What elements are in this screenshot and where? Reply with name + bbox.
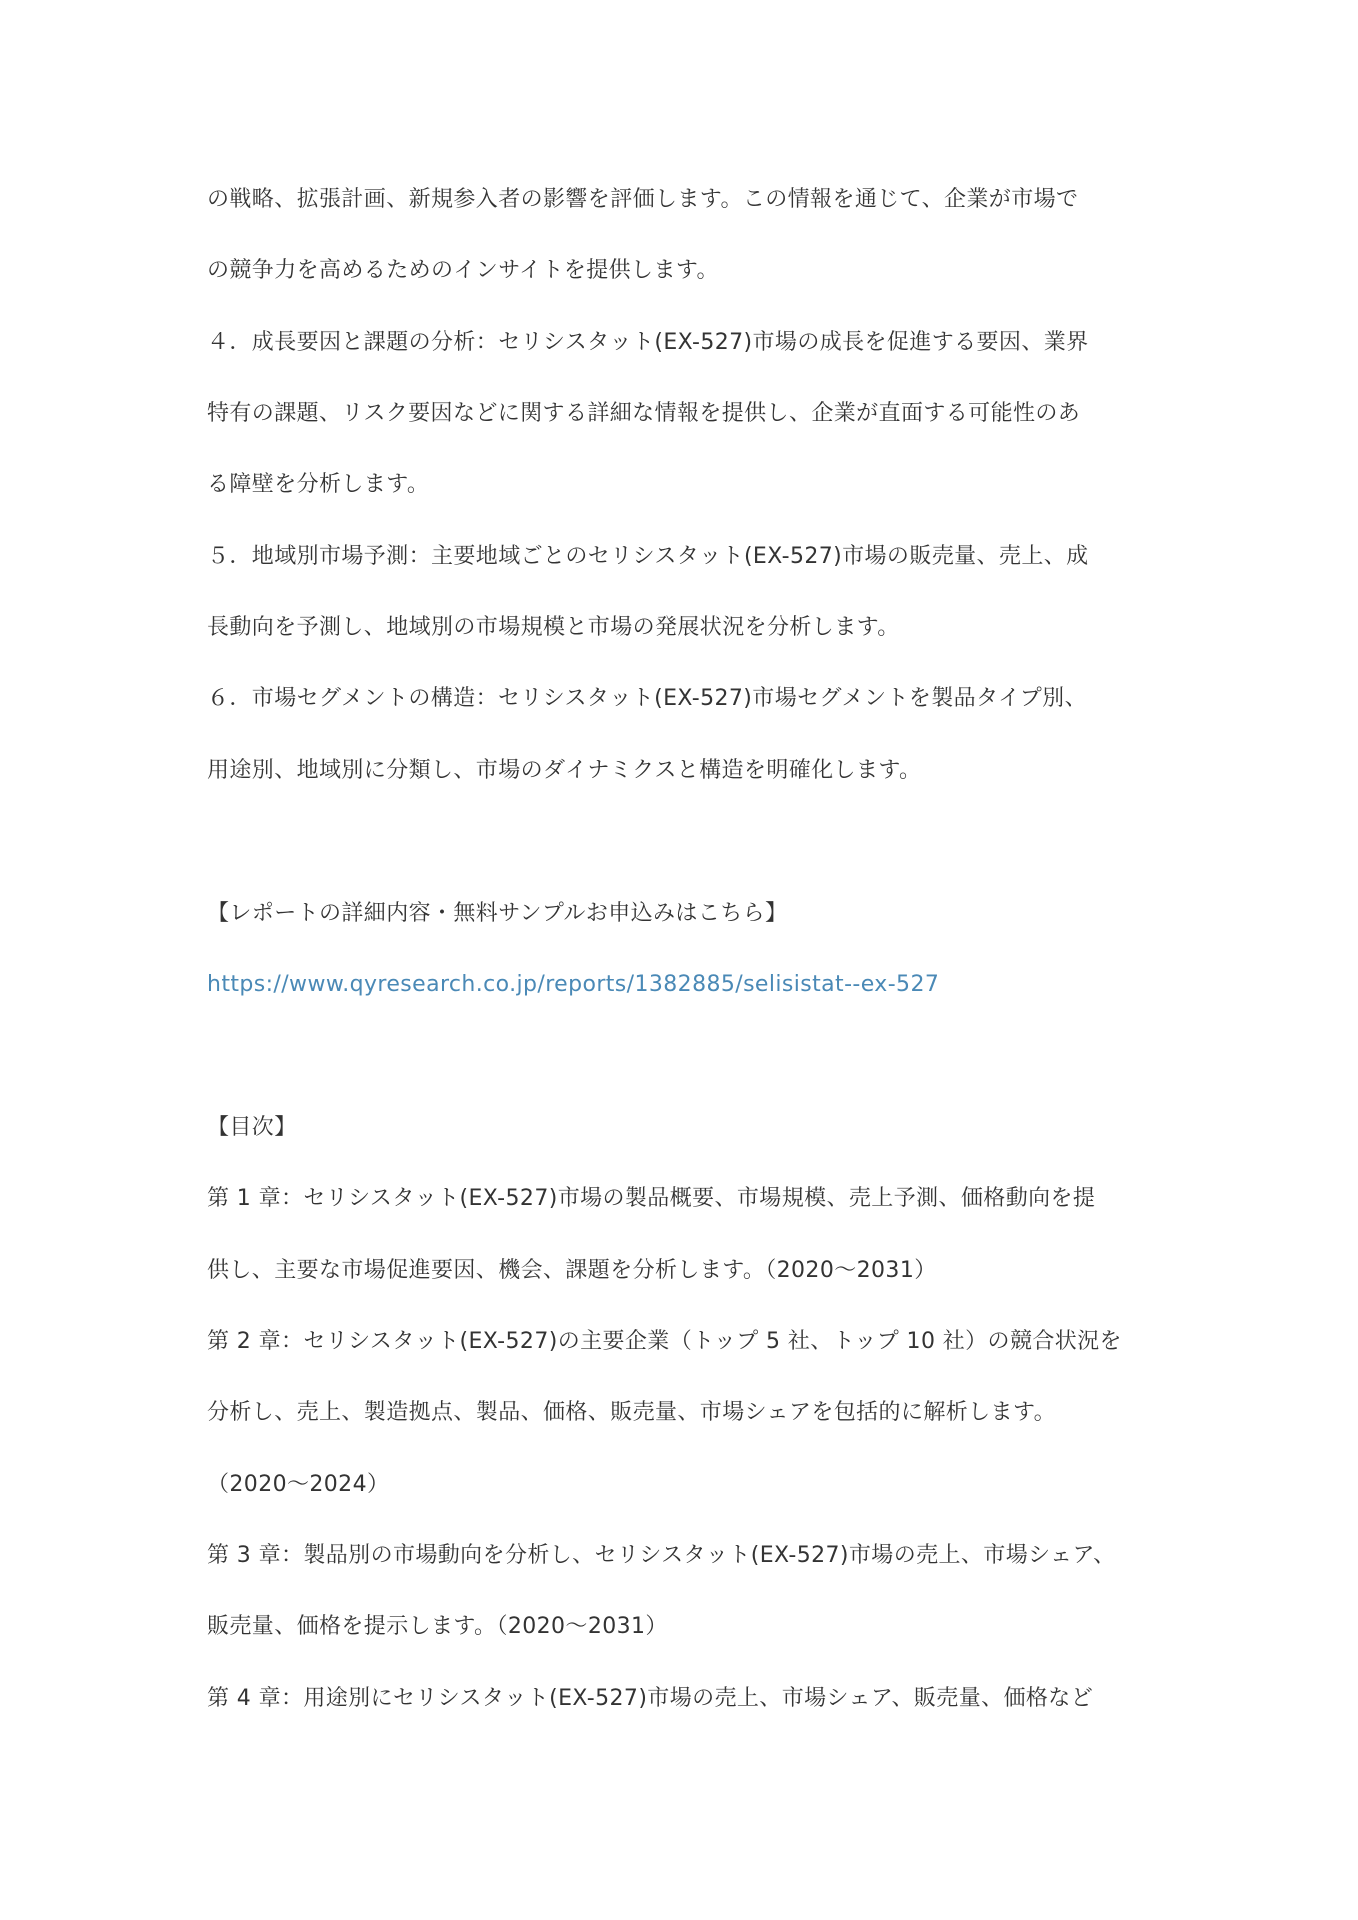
body-text-line: の戦略、拡張計画、新規参入者の影響を評価します。この情報を通じて、企業が市場で [207, 187, 1079, 212]
toc-line: 販売量、価格を提示します。（2020～2031） [207, 1614, 668, 1639]
toc-line: 第 3 章：製品別の市場動向を分析し、セリシスタット(EX-527)市場の売上、市場シェア、 [207, 1543, 1116, 1568]
toc-line: 供し、主要な市場促進要因、機会、課題を分析します。（2020～2031） [207, 1258, 937, 1283]
toc-line: 第 4 章：用途別にセリシスタット(EX-527)市場の売上、市場シェア、販売量、価格など [207, 1686, 1094, 1711]
body-text-line: の競争力を高めるためのインサイトを提供します。 [207, 258, 719, 283]
body-text-line: ５．地域別市場予測：主要地域ごとのセリシスタット(EX-527)市場の販売量、売上、成 [207, 544, 1089, 569]
body-text-line: 用途別、地域別に分類し、市場のダイナミクスと構造を明確化します。 [207, 758, 922, 783]
body-text-line: 長動向を予測し、地域別の市場規模と市場の発展状況を分析します。 [207, 615, 900, 640]
report-link[interactable]: https://www.qyresearch.co.jp/reports/1382885/selisistat--ex-527 [207, 972, 940, 997]
toc-line: 第 2 章：セリシスタット(EX-527)の主要企業（トップ 5 社、トップ 10 社）の競合状況を [207, 1329, 1122, 1354]
toc-line: （2020～2024） [207, 1472, 390, 1497]
body-text-line: ６．市場セグメントの構造：セリシスタット(EX-527)市場セグメントを製品タイプ別、 [207, 686, 1087, 711]
body-text-line: 特有の課題、リスク要因などに関する詳細な情報を提供し、企業が直面する可能性のあ [207, 401, 1081, 426]
report-heading: 【レポートの詳細内容・無料サンプルお申込みはこちら】 [207, 901, 788, 926]
toc-line: 第 1 章：セリシスタット(EX-527)市場の製品概要、市場規模、売上予測、価格動向を提 [207, 1186, 1096, 1211]
body-text-line: ４．成長要因と課題の分析：セリシスタット(EX-527)市場の成長を促進する要因、業界 [207, 330, 1089, 355]
toc-heading: 【目次】 [207, 1115, 297, 1140]
toc-line: 分析し、売上、製造拠点、製品、価格、販売量、市場シェアを包括的に解析します。 [207, 1400, 1057, 1425]
body-text-line: る障壁を分析します。 [207, 472, 430, 497]
